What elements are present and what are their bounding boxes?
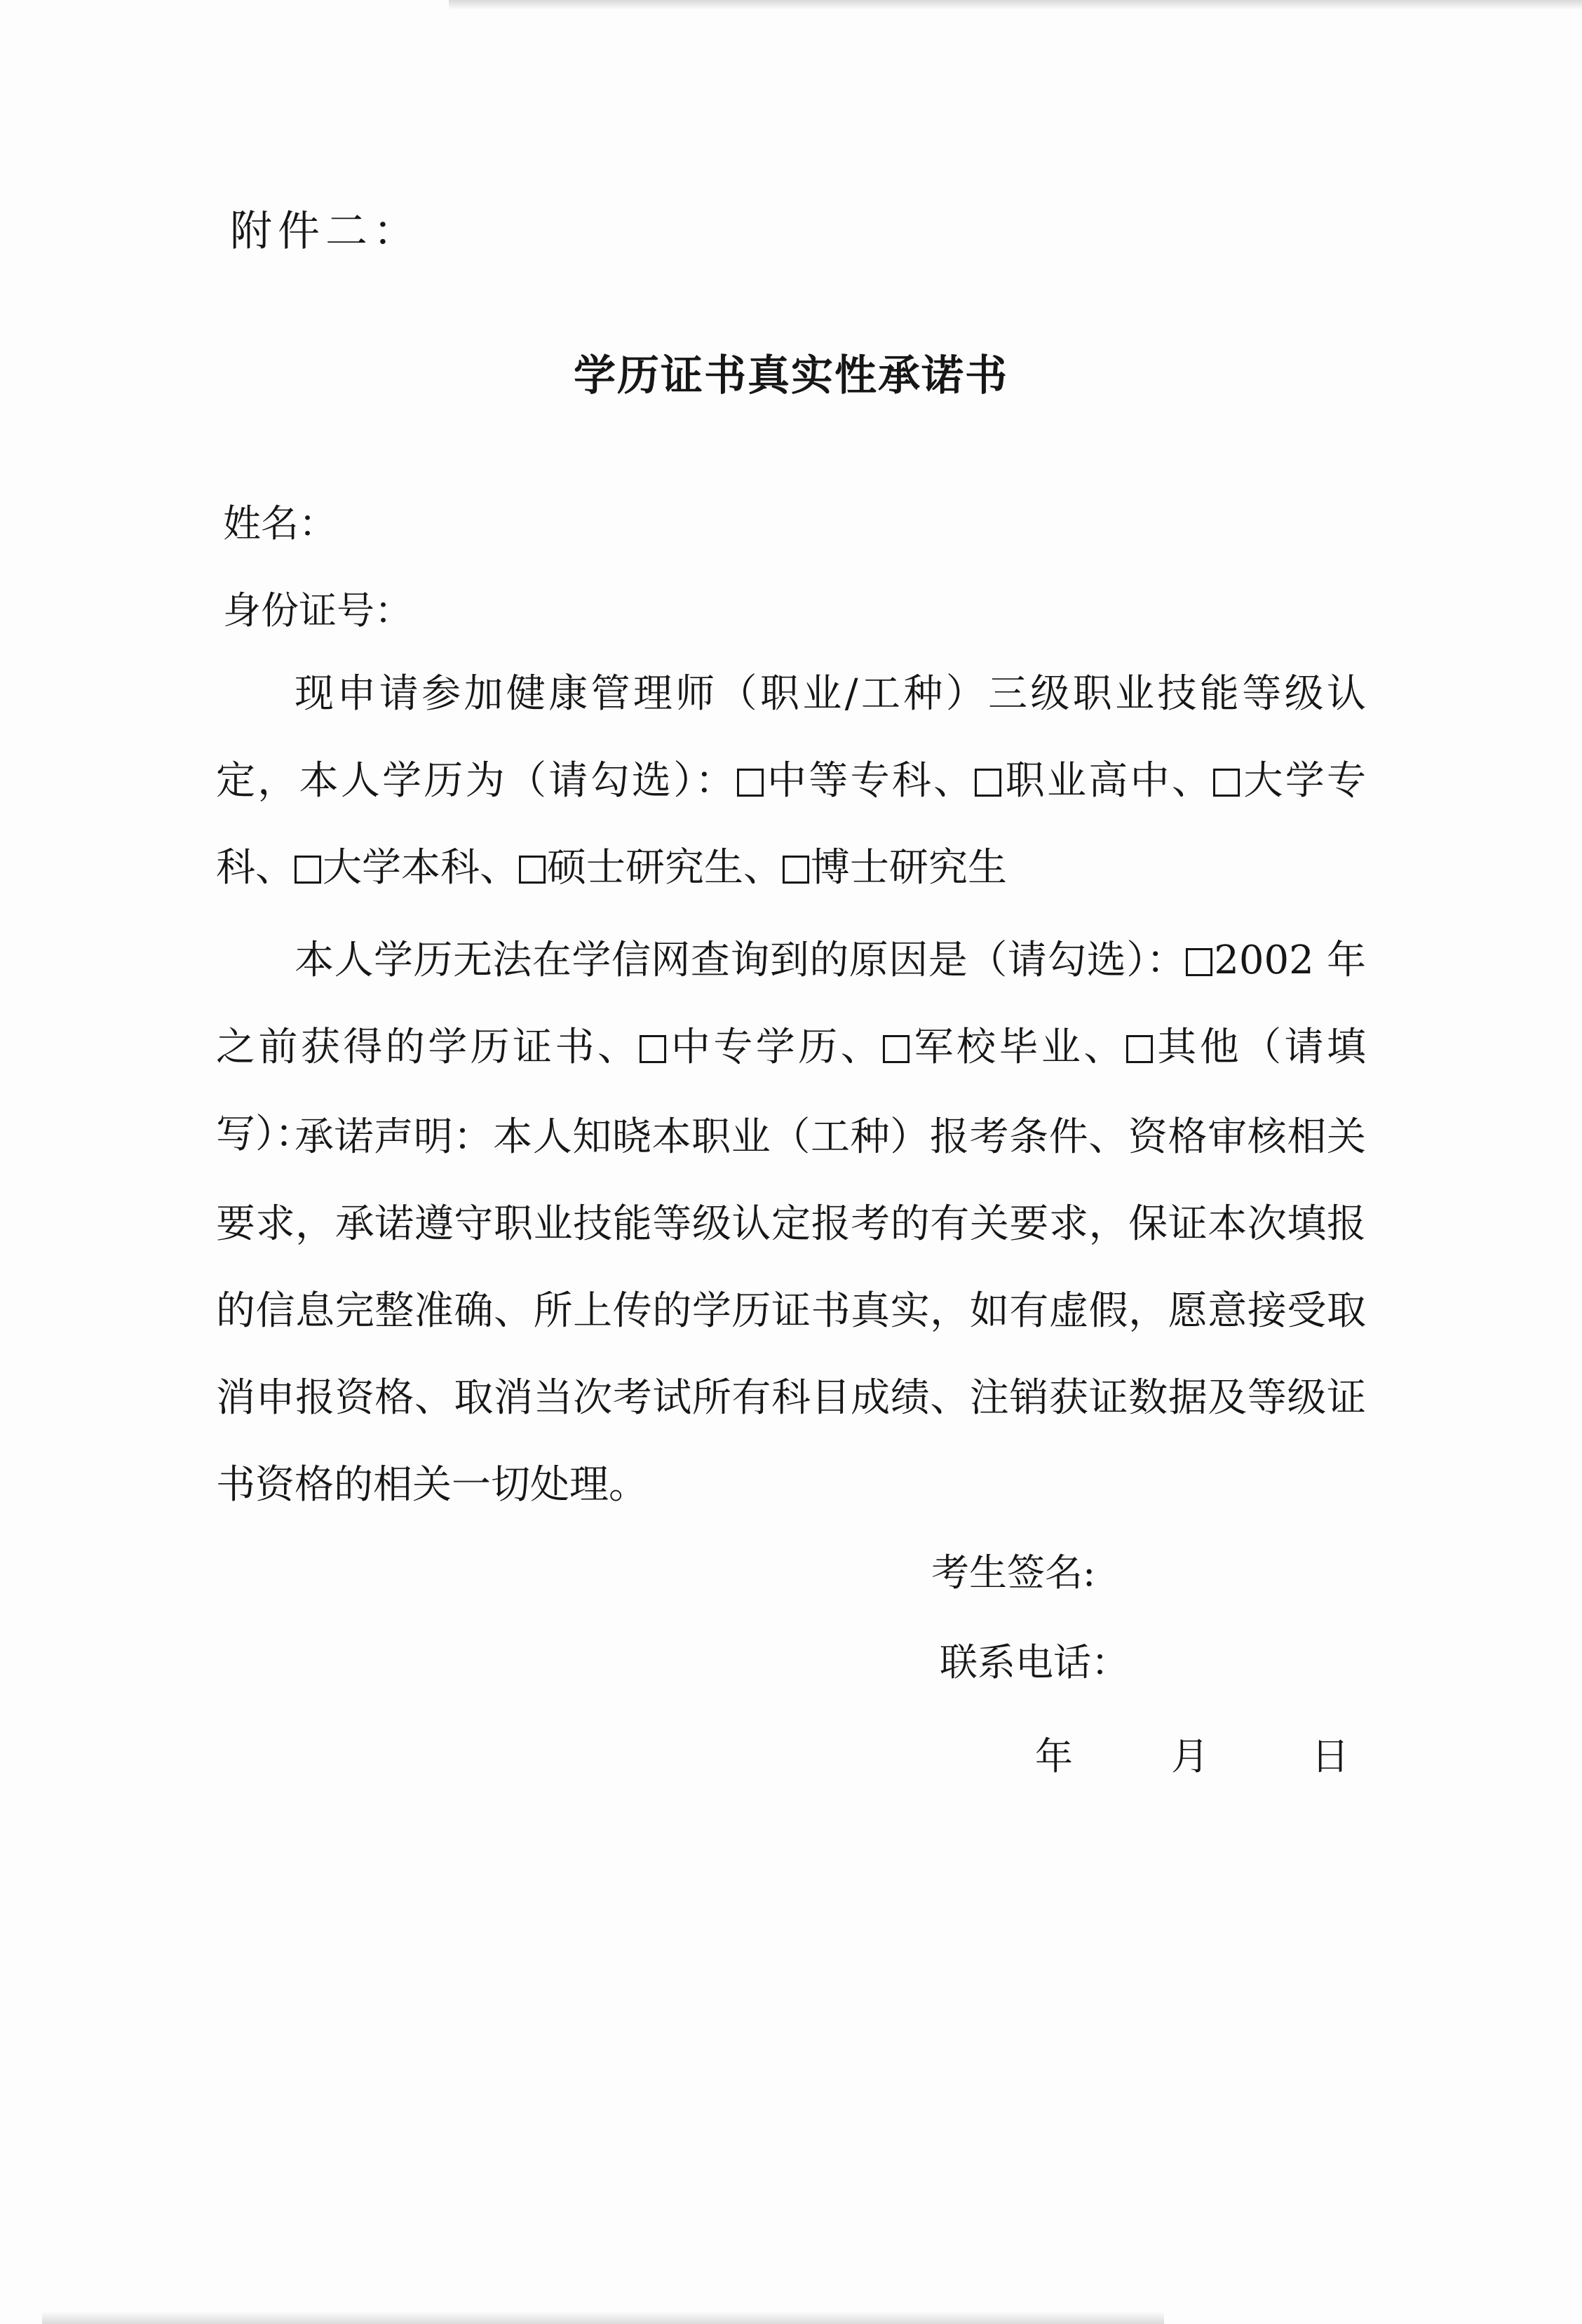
reason-option[interactable]: 中专学历 <box>640 1025 840 1070</box>
commitment-statement: 承诺声明：本人知晓本职业（工种）报考条件、资格审核相关要求，承诺遵守职业技能等级认定报考的有关要求，保证本次填报的信息完整准确、所上传的学历证书真实，如有虚假，愿意接受取消申报资格、取消当次考试所有科目成绩、注销获证数据及等级证书资格的相关一切处理。 <box>216 1114 1366 1508</box>
checkbox-square-icon[interactable] <box>783 856 809 884</box>
education-paragraph: 现申请参加健康管理师（职业/工种）三级职业技能等级认定，本人学历为（请勾选）： 中等专科、 职业高中、 大学专科、 大学本科、 硕士研究生、 博士研究生 <box>216 671 1367 891</box>
date-year-label: 年 <box>1035 1734 1073 1778</box>
checkbox-square-icon[interactable] <box>519 856 546 884</box>
contact-phone-label: 联系电话： <box>940 1640 1129 1684</box>
education-intro: 现申请参加健康管理师（职业/工种）三级职业技能等级认定，本人学历为（请勾选）： <box>216 671 1366 804</box>
scan-shadow-top <box>449 0 1582 10</box>
attachment-label: 附件二： <box>230 207 421 256</box>
date-month-label: 月 <box>1171 1734 1209 1778</box>
education-option[interactable]: 博士研究生 <box>783 845 1007 891</box>
education-option[interactable]: 大学专科 <box>216 758 1367 891</box>
reason-intro: 本人学历无法在学信网查询到的原因是（请勾选）： <box>295 938 1186 983</box>
checkbox-square-icon[interactable] <box>1213 769 1240 797</box>
checkbox-square-icon[interactable] <box>295 856 321 884</box>
checkbox-square-icon[interactable] <box>1186 948 1212 976</box>
checkbox-square-icon[interactable] <box>737 769 764 797</box>
education-option[interactable]: 大学本科 <box>295 845 480 891</box>
checkbox-square-icon[interactable] <box>1126 1035 1153 1063</box>
candidate-signature-label: 考生签名: <box>931 1551 1096 1595</box>
reason-paragraph: 本人学历无法在学信网查询到的原因是（请勾选）： 2002 年之前获得的学历证书、 中专学历、 军校毕业、 其他（请填写）： <box>216 938 1367 1157</box>
checkbox-square-icon[interactable] <box>975 769 1001 797</box>
reason-option[interactable]: 其他（请填写）： <box>216 1025 1367 1157</box>
education-option[interactable]: 硕士研究生 <box>519 845 743 891</box>
reason-option[interactable]: 军校毕业 <box>883 1025 1083 1070</box>
reason-option[interactable]: 2002 年之前获得的学历证书 <box>216 938 1366 1070</box>
date-day-label: 日 <box>1311 1734 1349 1778</box>
checkbox-square-icon[interactable] <box>640 1035 666 1063</box>
checkbox-square-icon[interactable] <box>883 1035 910 1063</box>
education-option[interactable]: 职业高中 <box>975 758 1171 804</box>
education-option[interactable]: 中等专科 <box>737 758 933 804</box>
name-field-label: 姓名： <box>223 501 337 546</box>
document-title: 学历证书真实性承诺书 <box>574 351 1008 400</box>
scan-shadow-bottom <box>42 2311 1164 2324</box>
id-number-field-label: 身份证号： <box>223 588 412 633</box>
